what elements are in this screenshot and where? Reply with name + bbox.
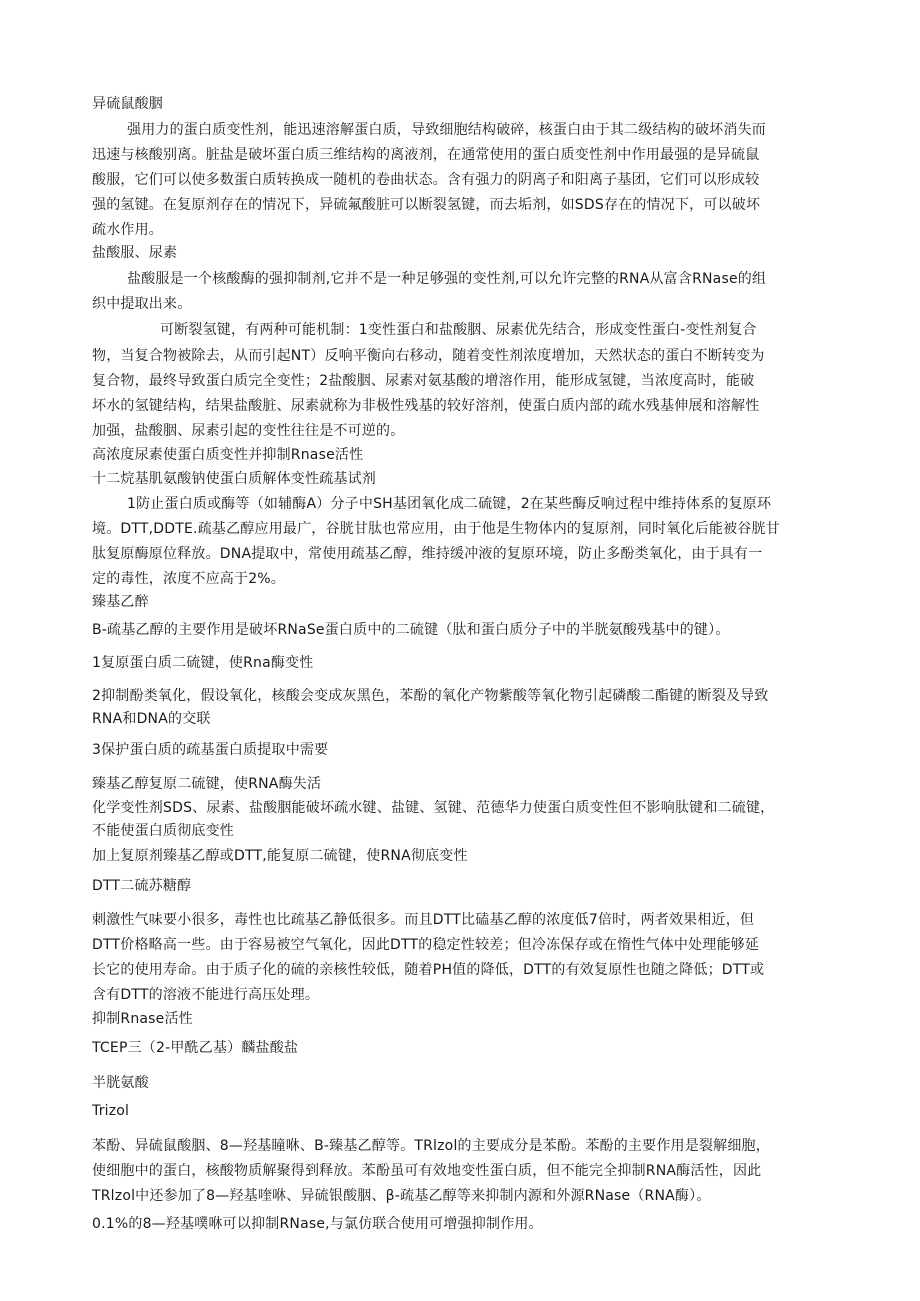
paragraph-line: 化学变性剂SDS、尿素、盐酸胭能破坏疏水键、盐键、氢键、范德华力使蛋白质变性但不影响肽键和二硫键， — [92, 800, 775, 816]
paragraph-line: 复合物，最终导致蛋白质完全变性；2盐酸胭、尿素对氨基酸的增溶作用，能形成氢键，当浓度高时，能破 — [92, 373, 755, 389]
paragraph-line: B-疏基乙醇的主要作用是破坏RNaSe蛋白质中的二硫键（肽和蛋白质分子中的半胱氨酸残基中的键）。 — [92, 622, 730, 638]
heading-rnase-inhibit: 抑制Rnase活性 — [92, 1011, 193, 1027]
paragraph-line: 0.1%的8—羟基噗咻可以抑制RNase,与氯仿联合使用可增强抑制作用。 — [92, 1216, 543, 1232]
paragraph-line: 迅速与核酸别离。脏盐是破坏蛋白质三维结构的离液剂，在通常使用的蛋白质变性剂中作用最强的是异硫鼠 — [92, 147, 760, 163]
paragraph-line: 盐酸服是一个核酸酶的强抑制剂,它并不是一种足够强的变性剂,可以允许完整的RNA从富含RNase的组 — [127, 271, 767, 287]
heading-dtt: DTT二硫苏糖醇 — [92, 878, 192, 894]
paragraph-line: 臻基乙醇复原二硫键，使RNA酶失活 — [92, 776, 322, 792]
paragraph-line: 定的毒性，浓度不应高于2%。 — [92, 571, 286, 587]
paragraph-line: 可断裂氢键，有两种可能机制：1变性蛋白和盐酸胭、尿素优先结合，形成变性蛋白-变性剂复合 — [160, 322, 757, 338]
list-item: 2抑制酚类氧化，假设氧化，核酸会变成灰黑色，苯酚的氧化产物紫酸等氧化物引起磷酸二酯键的断裂及导致 — [92, 688, 769, 704]
paragraph-line: 长它的使用寿命。由于质子化的硫的亲核性较低，随着PH值的降低，DTT的有效复原性也随之降低；DTT或 — [92, 962, 765, 978]
paragraph-line: 疏水作用。 — [92, 222, 163, 238]
paragraph-line: 强的氢键。在复原剂存在的情况下，异硫氟酸脏可以断裂氢键，而去垢剂，如SDS存在的情况下，可以破坏 — [92, 197, 761, 213]
list-item: 3保护蛋白质的疏基蛋白质提取中需要 — [92, 742, 329, 758]
paragraph-line: 刺激性气味要小很多，毒性也比疏基乙静低很多。而且DTT比磕基乙醇的浓度低7倍时，两者效果相近，但 — [92, 912, 755, 928]
paragraph-line: 加强，盐酸胭、尿素引起的变性往往是不可逆的。 — [92, 423, 405, 439]
paragraph-line: TRlzol中还参加了8—羟基喹咻、异硫银酸胭、β-疏基乙醇等来抑制内源和外源RNase（RNA酶）。 — [92, 1188, 711, 1204]
paragraph-line: 不能使蛋白质彻底变性 — [92, 823, 234, 839]
paragraph-line: 使细胞中的蛋白，核酸物质解聚得到释放。苯酚虽可有效地变性蛋白质，但不能完全抑制RNA酶活性，因此 — [92, 1163, 762, 1179]
heading-tcep: TCEP三（2-甲酰乙基）麟盐酸盐 — [92, 1040, 299, 1056]
heading-urea-rnase: 高浓度尿素使蛋白质变性并抑制Rnase活性 — [92, 447, 364, 463]
paragraph-line: 境。DTT,DDTE.疏基乙醇应用最广，谷胱甘肽也常应用，由于他是生物体内的复原剂，同时氧化后能被谷胱甘 — [92, 521, 780, 537]
paragraph-line: 苯酚、异硫鼠酸胭、8—羟基瞳咻、B-臻基乙醇等。TRlzol的主要成分是苯酚。苯酚的主要作用是裂解细胞， — [92, 1138, 770, 1154]
heading-trizol: Trizol — [92, 1103, 130, 1119]
paragraph-line: 织中提取出来。 — [92, 296, 192, 312]
paragraph-line: 酸服，它们可以使多数蛋白质转换成一随机的卷曲状态。含有强力的阴离子和阳离子基团，它们可以形成较 — [92, 172, 760, 188]
paragraph-line: DTT价格略高一些。由于容易被空气氧化，因此DTT的稳定性较差；但冷冻保存或在惰性气体中处理能够延 — [92, 937, 760, 953]
paragraph-line: 强用力的蛋白质变性剂，能迅速溶解蛋白质，导致细胞结构破碎，核蛋白由于其二级结构的破坏消失而 — [127, 122, 766, 138]
list-item-continuation: RNA和DNA的交联 — [92, 711, 211, 727]
paragraph-line: 肽复原酶原位释放。DNA提取中，常使用疏基乙醇，维持缓冲液的复原环境，防止多酚类氧化，由于具有一 — [92, 546, 763, 562]
paragraph-line: 坏水的氢键结构，结果盐酸脏、尿素就称为非极性残基的较好溶剂，使蛋白质内部的疏水残基伸展和溶解性 — [92, 398, 760, 414]
heading-guanidine-urea: 盐酸服、尿素 — [92, 245, 178, 261]
heading-mercaptoethanol: 臻基乙醉 — [92, 594, 149, 610]
paragraph-line: 加上复原剂臻基乙醇或DTT,能复原二硫键，使RNA彻底变性 — [92, 848, 468, 864]
heading-sarkosyl: 十二烷基肌氨酸钠使蛋白质解体变性疏基试剂 — [92, 471, 376, 487]
paragraph-line: 物，当复合物被除去，从而引起NT）反响平衡向右移动，随着变性剂浓度增加，天然状态的蛋白不断转变为 — [92, 348, 765, 364]
paragraph-line: 1防止蛋白质或酶等（如辅酶A）分子中SH基团氧化成二硫键，2在某些酶反响过程中维持体系的复原环 — [127, 496, 772, 512]
list-item: 1复原蛋白质二硫键，使Rna酶变性 — [92, 655, 314, 671]
heading-guanidine-isothiocyanate: 异硫鼠酸胭 — [92, 96, 163, 112]
paragraph-line: 含有DTT的溶液不能进行高压处理。 — [92, 987, 320, 1003]
heading-cysteine: 半胱氨酸 — [92, 1075, 149, 1091]
